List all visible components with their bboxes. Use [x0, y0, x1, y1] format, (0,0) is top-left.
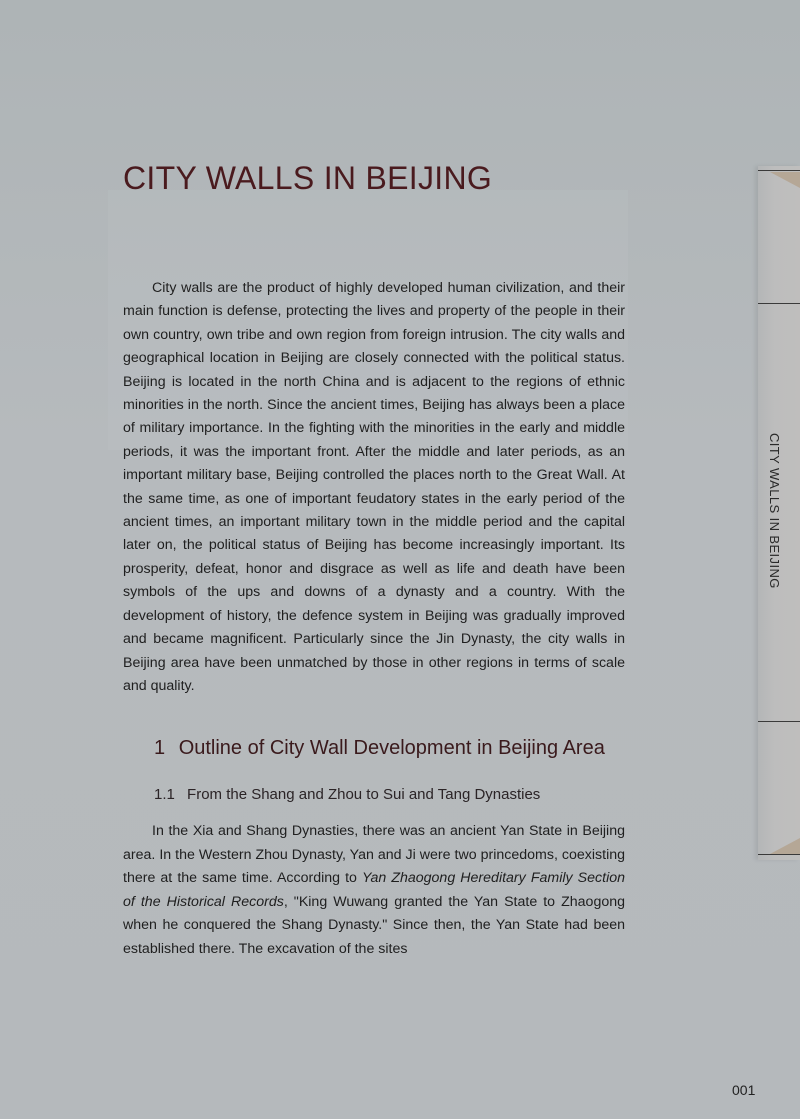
subsection-paragraph-block	[123, 820, 625, 962]
intro-paragraph: City walls are the product of highly developed human civilization, and their main function is defense, protecting the lives and property of the people in their own country, own tribe and own region from foreign intrusion. The city walls and geographical location in Beijing are closely connected with the political status. Beijing is located in the north China and is adjacent to the regions of ethnic minorities in the north. Since the ancient times, Beijing has always been a place of military importance. In the fighting with the minorities in the early and middle periods, it was the important front. After the middle and later periods, as an important military base, Beijing controlled the places north to the Great Wall. At the same time, as one of important feudatory states in the early period of the ancient times, an important military town in the middle period and the capital later on, the political status of Beijing has become increasingly important. Its prosperity, defeat, honor and disgrace as well as life and death have been symbols of the ups and downs of a dynasty and a country. With the development of history, the defence system in Beijing was gradually improved and became magnificent. Particularly since the Jin Dynasty, the city walls in Beijing area have been unmatched by those in other regions in terms of scale and quality.	[123, 280, 625, 694]
chapter-title: CITY WALLS IN BEIJING	[123, 160, 493, 196]
subsection-title: From the Shang and Zhou to Sui and Tang Dynasties	[187, 786, 541, 803]
tab-rule-lower	[758, 721, 800, 722]
tab-rule-upper	[758, 303, 800, 304]
tab-rule-top	[758, 170, 800, 171]
paragraph-text-part1: In the Xia and Shang Dynasties, there was an ancient Yan State in Beijing area. In the Western Zhou Dynasty, Yan and Ji were two princedoms, coexisting there at the same time. According to	[123, 823, 625, 887]
cited-work-title: Yan Zhaogong Hereditary Family Section of the Historical Records	[123, 870, 625, 910]
subsection-paragraph	[123, 820, 625, 962]
subsection-number: 1.1	[154, 786, 175, 803]
paragraph-text-part2: , "King Wuwang granted the Yan State to Zhaogong when he conquered the Shang Dynasty." Since then, the Yan State had been established there. The excavation of the sites	[123, 893, 625, 957]
tab-rule-bottom	[758, 854, 800, 855]
section-number: 1	[154, 737, 166, 759]
tab-wedge-bottom	[770, 838, 800, 854]
page-number: 001	[732, 1082, 756, 1098]
section-heading	[154, 737, 605, 760]
section-title: Outline of City Wall Development in Beijing Area	[178, 737, 605, 759]
tab-wedge-top	[770, 172, 800, 188]
intro-paragraph-block	[123, 277, 625, 698]
side-tab-label: CITY WALLS IN BEIJING	[767, 433, 782, 589]
subsection-heading	[154, 786, 540, 803]
